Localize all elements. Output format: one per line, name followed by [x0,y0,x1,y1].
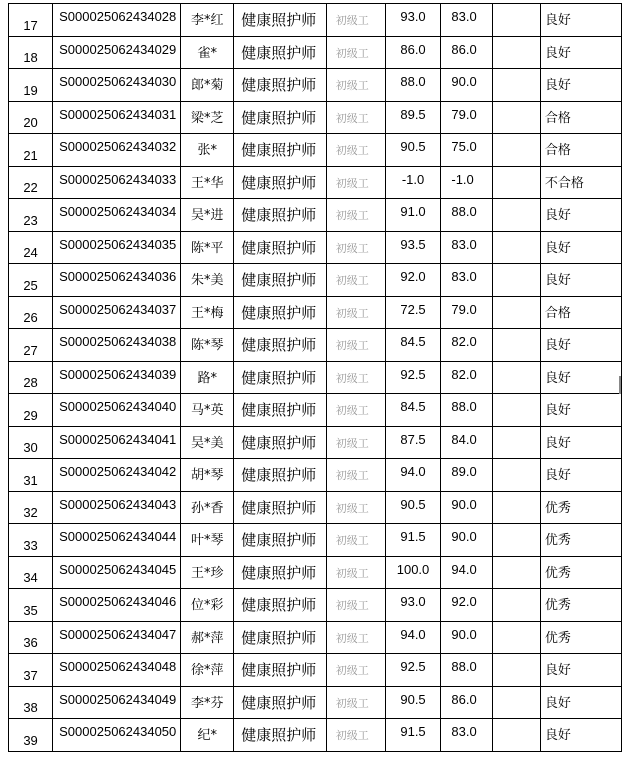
candidate-name-cell: 徐*萍 [181,654,234,687]
candidate-name-cell: 郎*菊 [181,69,234,102]
empty-cell [493,264,541,297]
candidate-name-cell: 雀* [181,36,234,69]
level-cell: 初级工 [326,231,385,264]
candidate-id-cell: S000025062434040 [53,394,181,427]
candidate-id-cell: S000025062434035 [53,231,181,264]
score-1-cell: 93.0 [385,589,441,622]
candidate-id-cell: S000025062434028 [53,4,181,37]
score-2-cell: 90.0 [441,69,493,102]
occupation-cell: 健康照护师 [234,719,327,752]
score-2-cell: 86.0 [441,686,493,719]
level-cell: 初级工 [326,101,385,134]
table-row [9,199,622,232]
row-number-cell: 19 [9,69,53,102]
candidate-name-cell: 王*华 [181,166,234,199]
level-cell: 初级工 [326,426,385,459]
candidate-name-cell: 郝*萍 [181,621,234,654]
page-edge-mark [619,376,621,394]
score-1-cell: 90.5 [385,686,441,719]
row-number-cell: 39 [9,719,53,752]
empty-cell [493,589,541,622]
row-number-cell: 24 [9,231,53,264]
table-row [9,231,622,264]
score-2-cell: 92.0 [441,589,493,622]
empty-cell [493,166,541,199]
score-1-cell: 91.5 [385,524,441,557]
table-row [9,589,622,622]
level-cell: 初级工 [326,166,385,199]
empty-cell [493,459,541,492]
score-2-cell: 88.0 [441,394,493,427]
result-cell: 良好 [540,264,621,297]
candidate-id-cell: S000025062434030 [53,69,181,102]
score-1-cell: -1.0 [385,166,441,199]
candidate-name-cell: 张* [181,134,234,167]
candidate-name-cell: 吴*美 [181,426,234,459]
table-row [9,491,622,524]
empty-cell [493,4,541,37]
results-table [8,3,622,752]
table-row [9,426,622,459]
empty-cell [493,426,541,459]
table-row [9,4,622,37]
candidate-id-cell: S000025062434032 [53,134,181,167]
occupation-cell: 健康照护师 [234,394,327,427]
table-row [9,264,622,297]
candidate-name-cell: 梁*芝 [181,101,234,134]
empty-cell [493,296,541,329]
score-1-cell: 72.5 [385,296,441,329]
score-1-cell: 84.5 [385,329,441,362]
occupation-cell: 健康照护师 [234,589,327,622]
result-cell: 良好 [540,459,621,492]
empty-cell [493,231,541,264]
score-1-cell: 93.5 [385,231,441,264]
result-cell: 良好 [540,231,621,264]
score-2-cell: 79.0 [441,296,493,329]
score-2-cell: 79.0 [441,101,493,134]
level-cell: 初级工 [326,686,385,719]
occupation-cell: 健康照护师 [234,199,327,232]
row-number-cell: 35 [9,589,53,622]
candidate-id-cell: S000025062434033 [53,166,181,199]
row-number-cell: 26 [9,296,53,329]
empty-cell [493,101,541,134]
score-2-cell: 83.0 [441,4,493,37]
score-1-cell: 91.0 [385,199,441,232]
candidate-id-cell: S000025062434031 [53,101,181,134]
result-cell: 良好 [540,394,621,427]
score-1-cell: 92.5 [385,654,441,687]
result-cell: 良好 [540,654,621,687]
level-cell: 初级工 [326,361,385,394]
candidate-name-cell: 李*红 [181,4,234,37]
row-number-cell: 22 [9,166,53,199]
empty-cell [493,69,541,102]
score-2-cell: 83.0 [441,264,493,297]
empty-cell [493,556,541,589]
occupation-cell: 健康照护师 [234,654,327,687]
candidate-id-cell: S000025062434039 [53,361,181,394]
candidate-id-cell: S000025062434043 [53,491,181,524]
row-number-cell: 30 [9,426,53,459]
result-cell: 良好 [540,426,621,459]
occupation-cell: 健康照护师 [234,69,327,102]
score-1-cell: 94.0 [385,459,441,492]
candidate-name-cell: 叶*琴 [181,524,234,557]
result-cell: 良好 [540,199,621,232]
candidate-name-cell: 李*芬 [181,686,234,719]
candidate-name-cell: 路* [181,361,234,394]
result-cell: 合格 [540,134,621,167]
candidate-id-cell: S000025062434044 [53,524,181,557]
table-row [9,459,622,492]
score-2-cell: 94.0 [441,556,493,589]
row-number-cell: 21 [9,134,53,167]
score-2-cell: 82.0 [441,329,493,362]
empty-cell [493,524,541,557]
candidate-name-cell: 王*珍 [181,556,234,589]
score-2-cell: 83.0 [441,719,493,752]
result-cell: 良好 [540,69,621,102]
candidate-id-cell: S000025062434047 [53,621,181,654]
score-2-cell: 88.0 [441,199,493,232]
row-number-cell: 33 [9,524,53,557]
result-cell: 优秀 [540,589,621,622]
table-row [9,621,622,654]
occupation-cell: 健康照护师 [234,491,327,524]
empty-cell [493,199,541,232]
candidate-id-cell: S000025062434036 [53,264,181,297]
row-number-cell: 25 [9,264,53,297]
candidate-name-cell: 王*梅 [181,296,234,329]
score-2-cell: 89.0 [441,459,493,492]
row-number-cell: 36 [9,621,53,654]
empty-cell [493,621,541,654]
result-cell: 优秀 [540,524,621,557]
empty-cell [493,329,541,362]
score-2-cell: 82.0 [441,361,493,394]
occupation-cell: 健康照护师 [234,166,327,199]
score-1-cell: 84.5 [385,394,441,427]
occupation-cell: 健康照护师 [234,4,327,37]
empty-cell [493,134,541,167]
level-cell: 初级工 [326,296,385,329]
level-cell: 初级工 [326,36,385,69]
empty-cell [493,361,541,394]
table-row [9,101,622,134]
table-body [9,4,622,752]
empty-cell [493,491,541,524]
result-cell: 不合格 [540,166,621,199]
row-number-cell: 28 [9,361,53,394]
candidate-name-cell: 马*英 [181,394,234,427]
level-cell: 初级工 [326,654,385,687]
table-row [9,686,622,719]
level-cell: 初级工 [326,134,385,167]
empty-cell [493,654,541,687]
level-cell: 初级工 [326,524,385,557]
row-number-cell: 29 [9,394,53,427]
row-number-cell: 23 [9,199,53,232]
table-row [9,361,622,394]
score-2-cell: -1.0 [441,166,493,199]
empty-cell [493,394,541,427]
table-row [9,166,622,199]
score-2-cell: 84.0 [441,426,493,459]
level-cell: 初级工 [326,329,385,362]
occupation-cell: 健康照护师 [234,426,327,459]
candidate-id-cell: S000025062434049 [53,686,181,719]
occupation-cell: 健康照护师 [234,134,327,167]
occupation-cell: 健康照护师 [234,459,327,492]
score-1-cell: 94.0 [385,621,441,654]
table-row [9,556,622,589]
table-row [9,296,622,329]
row-number-cell: 37 [9,654,53,687]
candidate-id-cell: S000025062434050 [53,719,181,752]
level-cell: 初级工 [326,621,385,654]
candidate-id-cell: S000025062434037 [53,296,181,329]
occupation-cell: 健康照护师 [234,556,327,589]
result-cell: 良好 [540,686,621,719]
result-cell: 良好 [540,361,621,394]
level-cell: 初级工 [326,394,385,427]
occupation-cell: 健康照护师 [234,361,327,394]
level-cell: 初级工 [326,719,385,752]
candidate-id-cell: S000025062434045 [53,556,181,589]
table-row [9,654,622,687]
candidate-id-cell: S000025062434041 [53,426,181,459]
score-1-cell: 90.5 [385,491,441,524]
table-row [9,394,622,427]
level-cell: 初级工 [326,199,385,232]
candidate-name-cell: 朱*美 [181,264,234,297]
score-1-cell: 90.5 [385,134,441,167]
occupation-cell: 健康照护师 [234,231,327,264]
score-2-cell: 90.0 [441,524,493,557]
score-2-cell: 90.0 [441,491,493,524]
row-number-cell: 27 [9,329,53,362]
occupation-cell: 健康照护师 [234,524,327,557]
score-1-cell: 91.5 [385,719,441,752]
table-row [9,329,622,362]
row-number-cell: 32 [9,491,53,524]
score-1-cell: 86.0 [385,36,441,69]
table-row [9,36,622,69]
score-2-cell: 90.0 [441,621,493,654]
result-cell: 良好 [540,36,621,69]
row-number-cell: 31 [9,459,53,492]
candidate-name-cell: 陈*平 [181,231,234,264]
candidate-name-cell: 胡*琴 [181,459,234,492]
empty-cell [493,36,541,69]
candidate-id-cell: S000025062434038 [53,329,181,362]
score-2-cell: 75.0 [441,134,493,167]
candidate-name-cell: 孙*香 [181,491,234,524]
candidate-name-cell: 吴*进 [181,199,234,232]
occupation-cell: 健康照护师 [234,621,327,654]
candidate-name-cell: 位*彩 [181,589,234,622]
candidate-name-cell: 纪* [181,719,234,752]
score-1-cell: 87.5 [385,426,441,459]
occupation-cell: 健康照护师 [234,686,327,719]
result-cell: 良好 [540,4,621,37]
row-number-cell: 20 [9,101,53,134]
candidate-name-cell: 陈*琴 [181,329,234,362]
candidate-id-cell: S000025062434046 [53,589,181,622]
table-row [9,524,622,557]
level-cell: 初级工 [326,264,385,297]
score-2-cell: 83.0 [441,231,493,264]
occupation-cell: 健康照护师 [234,36,327,69]
score-1-cell: 89.5 [385,101,441,134]
result-cell: 优秀 [540,556,621,589]
empty-cell [493,719,541,752]
level-cell: 初级工 [326,589,385,622]
empty-cell [493,686,541,719]
candidate-id-cell: S000025062434029 [53,36,181,69]
result-cell: 合格 [540,296,621,329]
result-cell: 良好 [540,719,621,752]
score-1-cell: 93.0 [385,4,441,37]
candidate-id-cell: S000025062434042 [53,459,181,492]
row-number-cell: 34 [9,556,53,589]
row-number-cell: 17 [9,4,53,37]
occupation-cell: 健康照护师 [234,101,327,134]
level-cell: 初级工 [326,69,385,102]
table-row [9,134,622,167]
occupation-cell: 健康照护师 [234,264,327,297]
row-number-cell: 18 [9,36,53,69]
score-2-cell: 86.0 [441,36,493,69]
table-row [9,69,622,102]
candidate-id-cell: S000025062434034 [53,199,181,232]
score-1-cell: 92.0 [385,264,441,297]
row-number-cell: 38 [9,686,53,719]
level-cell: 初级工 [326,491,385,524]
score-1-cell: 100.0 [385,556,441,589]
level-cell: 初级工 [326,459,385,492]
score-1-cell: 92.5 [385,361,441,394]
level-cell: 初级工 [326,4,385,37]
result-cell: 优秀 [540,621,621,654]
candidate-id-cell: S000025062434048 [53,654,181,687]
occupation-cell: 健康照护师 [234,296,327,329]
result-cell: 合格 [540,101,621,134]
result-cell: 优秀 [540,491,621,524]
score-2-cell: 88.0 [441,654,493,687]
table-row [9,719,622,752]
occupation-cell: 健康照护师 [234,329,327,362]
score-1-cell: 88.0 [385,69,441,102]
level-cell: 初级工 [326,556,385,589]
result-cell: 良好 [540,329,621,362]
